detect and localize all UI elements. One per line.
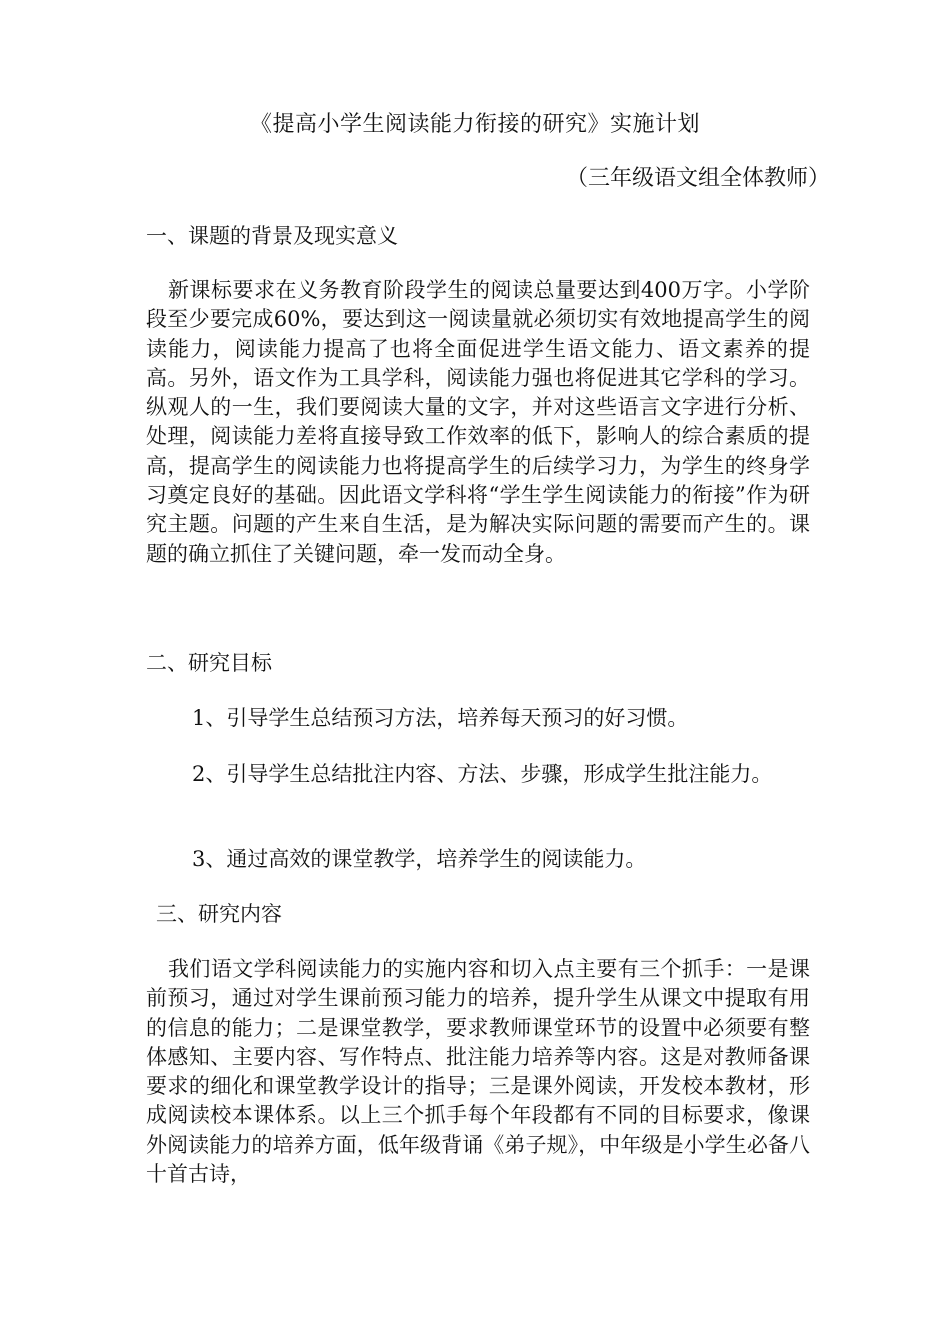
- document-title: 《提高小学生阅读能力衔接的研究》实施计划: [249, 112, 700, 137]
- section-heading-content: 三、研究内容: [156, 902, 282, 926]
- section-heading-goals: 二、研究目标: [146, 651, 272, 675]
- goal-item-3: 3、通过高效的课堂教学，培养学生的阅读能力。: [192, 847, 647, 871]
- goal-item-2: 2、引导学生总结批注内容、方法、步骤，形成学生批注能力。: [192, 762, 773, 786]
- section-paragraph-content: 我们语文学科阅读能力的实施内容和切入点主要有三个抓手：一是课前预习，通过对学生课前预习能力的培养，提升学生从课文中提取有用的信息的能力；二是课堂教学，要求教师课堂环节的设置中必须要有整体感知、主要内容、写作特点、批注能力培养等内容。这是对教师备课要求的细化和课堂教学设计的指导；三是课外阅读，开发校本教材，形成阅读校本课体系。以上三个抓手每个年段都有不同的目标要求，像课外阅读能力的培养方面，低年级背诵《弟子规》，中年级是小学生必备八十首古诗，: [146, 957, 810, 1187]
- section-paragraph-background: 新课标要求在义务教育阶段学生的阅读总量要达到400万字。小学阶段至少要完成60%，要达到这一阅读量就必须切实有效地提高学生的阅读能力，阅读能力提高了也将全面促进学生语文能力、语文素养的提高。另外，语文作为工具学科，阅读能力强也将促进其它学科的学习。纵观人的一生，我们要阅读大量的文字，并对这些语言文字进行分析、处理，阅读能力差将直接导致工作效率的低下，影响人的综合素质的提高，提高学生的阅读能力也将提高学生的后续学习力，为学生的终身学习奠定良好的基础。因此语文学科将“学生学生阅读能力的衔接”作为研究主题。问题的产生来自生活，是为解决实际问题的需要而产生的。课题的确立抓住了关键问题，牵一发而动全身。: [146, 278, 810, 566]
- section-heading-background: 一、课题的背景及现实意义: [146, 224, 398, 248]
- document-subtitle: （三年级语文组全体教师）: [565, 166, 830, 191]
- goal-item-1: 1、引导学生总结预习方法，培养每天预习的好习惯。: [192, 706, 689, 730]
